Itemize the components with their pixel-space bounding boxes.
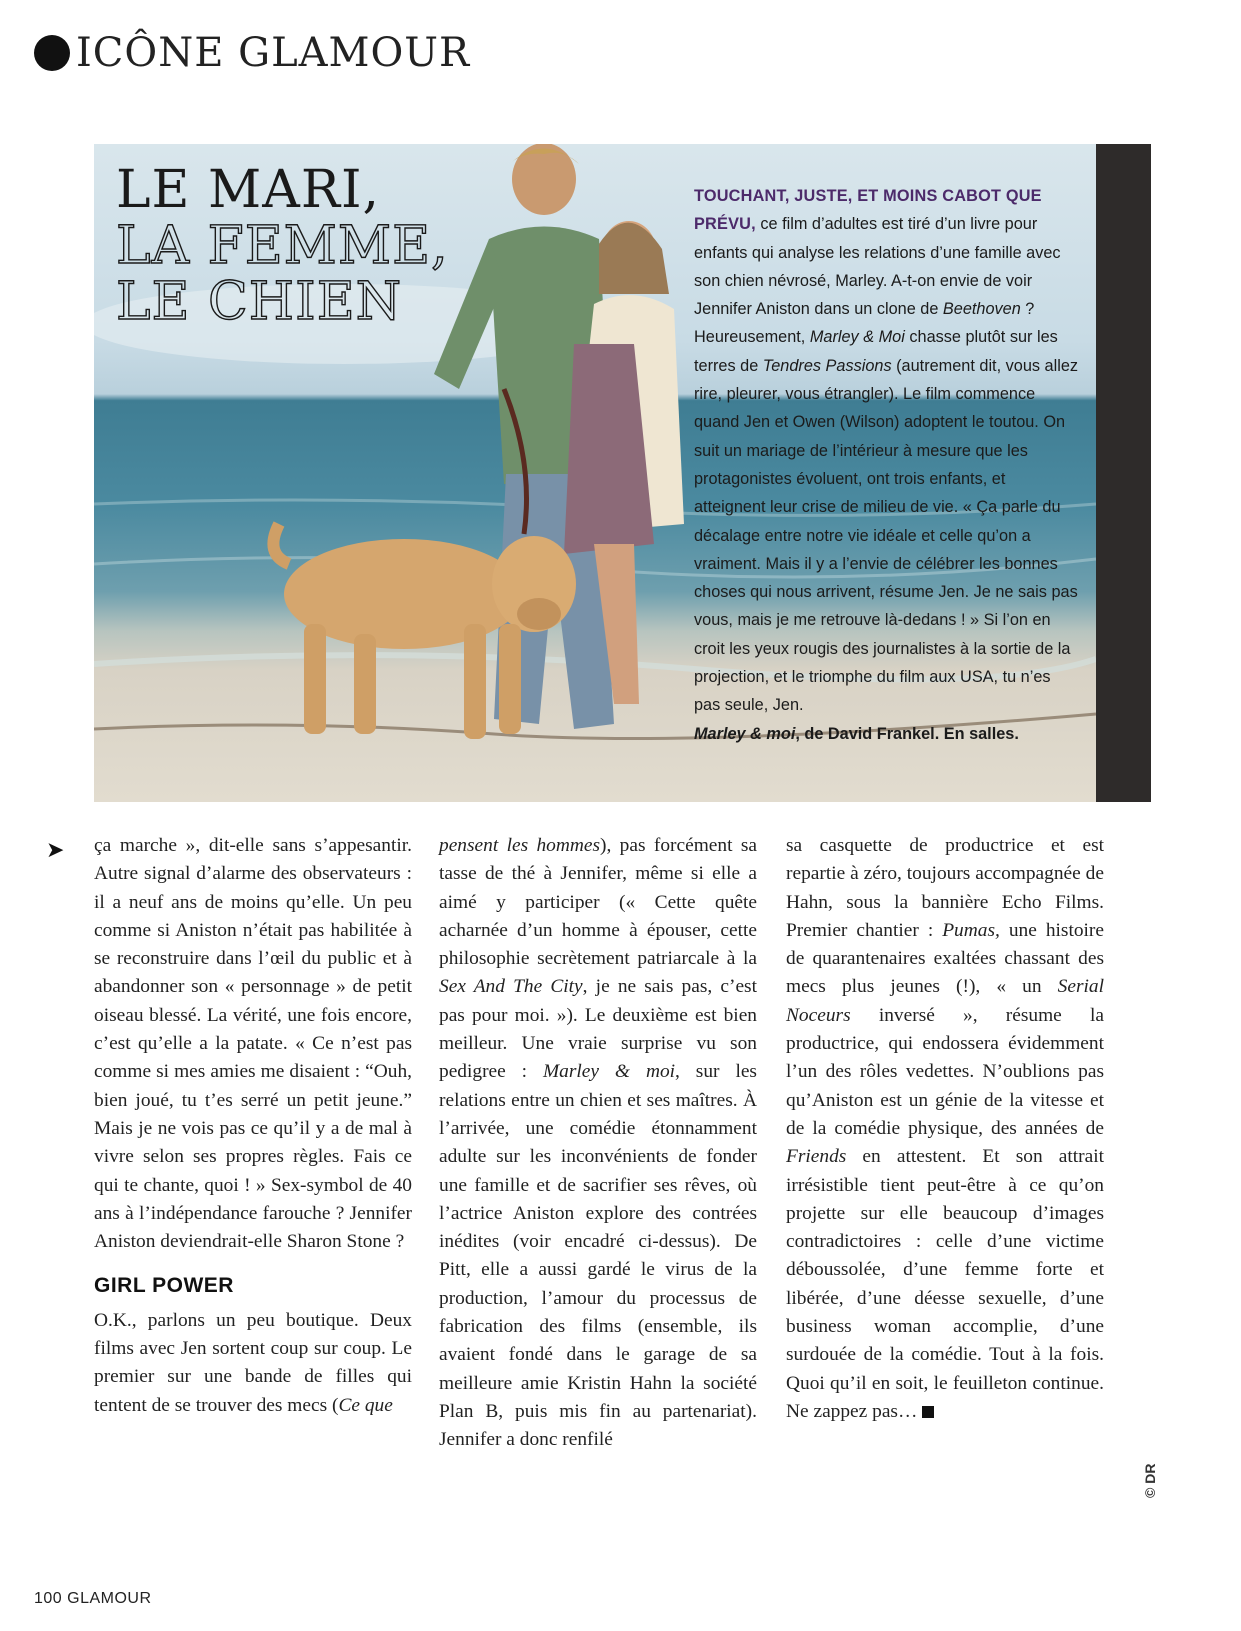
photo-credit: © DR <box>1142 1463 1158 1498</box>
film-review-box <box>694 182 1080 748</box>
film-title-ref: Ce que <box>338 1394 393 1416</box>
review-text: ce film d’adultes est tiré d’un livre pour enfants qui analyse les relations d’une famille avec son chien névrosé, Marley. A-t-on envie de voir Jennifer Aniston dans un clone de <box>694 215 1061 319</box>
article-column-2 <box>439 832 757 1455</box>
paragraph: ça marche », dit-elle sans s’appesantir. Autre signal d’alarme des observateurs : il a neuf ans de moins qu’elle. Un peu comme si Aniston n’était pas habilitée à se reconstruire dans l’œil du public et à abandonner son « personnage » de petit oiseau blessé. La vérité, une fois encore, c’est qu’elle a la patate. « Ce n’est pas comme si mes amies me disaient : “Ouh, bien joué, tu t’es serré un petit jeune.” Mais je ne vois pas ce qu’il y a de mal à vivre selon ses propres règles. Fais ce qui te chante, quoi ! » Sex-symbol de 40 ans à l’indépendance farouche ? Jennifer Aniston deviendrait-elle Sharon Stone ? <box>94 835 412 1253</box>
page-folio: 100 GLAMOUR <box>34 1590 152 1607</box>
review-title-ref: Marley & Moi <box>809 328 905 347</box>
end-of-article-icon <box>922 1406 934 1418</box>
film-title-ref: Serial Noceurs <box>786 976 1104 1026</box>
section-subhead: GIRL POWER <box>94 1274 234 1298</box>
review-title-ref: Tendres Passions <box>762 356 892 375</box>
review-lead: TOUCHANT, JUSTE, ET MOINS CABOT QUE PRÉVU, <box>694 187 1042 234</box>
feature-photo <box>94 144 1096 802</box>
film-title-ref: Sex And The City <box>439 976 583 998</box>
paragraph-text: inversé », résume la productrice, qui endossera évidemment l’un des rôles vedettes. N’oublions pas qu’Aniston est un génie de la vitesse et de la comédie physique, des années de <box>786 1004 1104 1139</box>
paragraph <box>94 1307 412 1420</box>
photo-side-bar <box>1096 144 1151 802</box>
review-credit <box>694 720 1080 748</box>
review-text: (autrement dit, vous allez rire, pleurer, vous étrangler). Le film commence quand Jen et Owen (Wilson) adoptent le toutou. On suit un mariage de l’intérieur à mesure que les protagonistes évoluent, ont trois enfants, et atteignent leur crise de milieu de vie. « Ça parle du décalage entre notre vie idéale et celle qu’on a vraiment. Mais il y a l’envie de célébrer les bonnes choses qui nous arrivent, résume Jen. Je ne sais pas vous, mais je me retrouve là-dedans ! » Si l’on en croit les yeux rougis des journalistes à la sortie de la projection, et le triomphe du film aux USA, tu n’es pas seule, Jen. <box>694 356 1079 715</box>
continuation-arrow-icon: ➤ <box>46 838 65 863</box>
paragraph-text: en attestent. Et son attrait irrésistible tient peut-être à ce qu’on projette sur elle beaucoup d’images contradictoires : celle d’une victime déboussolée, d’une femme forte et libérée, d’une déesse sexuelle, d’une business woman accomplie, d’une surdouée de la comédie. Tout à la fois. Quoi qu’il en soit, le feuilleton continue. Ne zappez pas… <box>786 1146 1104 1422</box>
paragraph-text: ), pas forcément sa tasse de thé à Jennifer, même si elle a aimé y participer (« Cette quête acharnée d’un homme à épouser, cette philosophie secrètement patriarcale à la <box>439 835 757 970</box>
headline-line-3: LE CHIEN <box>116 272 403 332</box>
credit-film-title: Marley & moi <box>694 724 796 743</box>
rubric-header <box>34 30 470 76</box>
article-column-1 <box>94 832 412 1420</box>
paragraph-text: , je ne sais pas, c’est pas pour moi. »). Le deuxième est bien meilleur. Une vraie surprise vu son pedigree : <box>439 976 757 1083</box>
paragraph-text: une histoire de quarantenaires exaltées chassant des mecs plus jeunes (!), « un <box>786 919 1104 998</box>
review-text: chasse plutôt sur les terres de <box>694 328 1058 375</box>
paragraph-text: O.K., parlons un peu boutique. Deux films avec Jen sortent coup sur coup. Le premier sur une bande de filles qui tentent de se trouver des mecs ( <box>94 1309 412 1416</box>
review-title-ref: Beethoven <box>942 300 1021 319</box>
film-title-ref: Marley & moi <box>543 1061 676 1083</box>
paragraph-text: sa casquette de productrice et est repartie à zéro, toujours accompagnée de Hahn, sous la bannière Echo Films. Premier chantier : <box>786 835 1104 941</box>
review-text: ? Heureusement, <box>694 300 1035 347</box>
paragraph <box>439 832 757 1455</box>
article-column-3 <box>786 832 1104 1426</box>
paragraph-text: , sur les relations entre un chien et ses maîtres. À l’arrivée, une comédie étonnamment adulte sur les inconvénients de fonder une famille et de sacrifier ses rêves, où l’actrice Aniston explore des contrées inédites (voir encadré ci-dessus). De Pitt, elle a aussi gardé le virus de la production, l’amour du processus de fabrication des films (ensemble, ils avaient fondé dans le garage de sa meilleure amie Kristin Hahn la société Plan B, puis mis fin au partenariat). Jennifer a donc renfilé <box>439 1061 757 1451</box>
credit-text: , de David Frankel. En salles. <box>795 724 1019 743</box>
paragraph <box>786 832 1104 1426</box>
film-title-ref: Friends <box>786 1146 847 1168</box>
film-title-ref: Pumas, <box>942 919 1000 941</box>
rubric-label: ICÔNE GLAMOUR <box>76 30 471 76</box>
headline-line-2: LA FEMME, <box>116 216 449 276</box>
rubric-bullet-icon <box>34 35 70 71</box>
headline-line-1: LE MARI, <box>116 160 381 220</box>
film-title-ref: pensent les hommes <box>439 835 601 856</box>
article-headline <box>116 162 449 330</box>
